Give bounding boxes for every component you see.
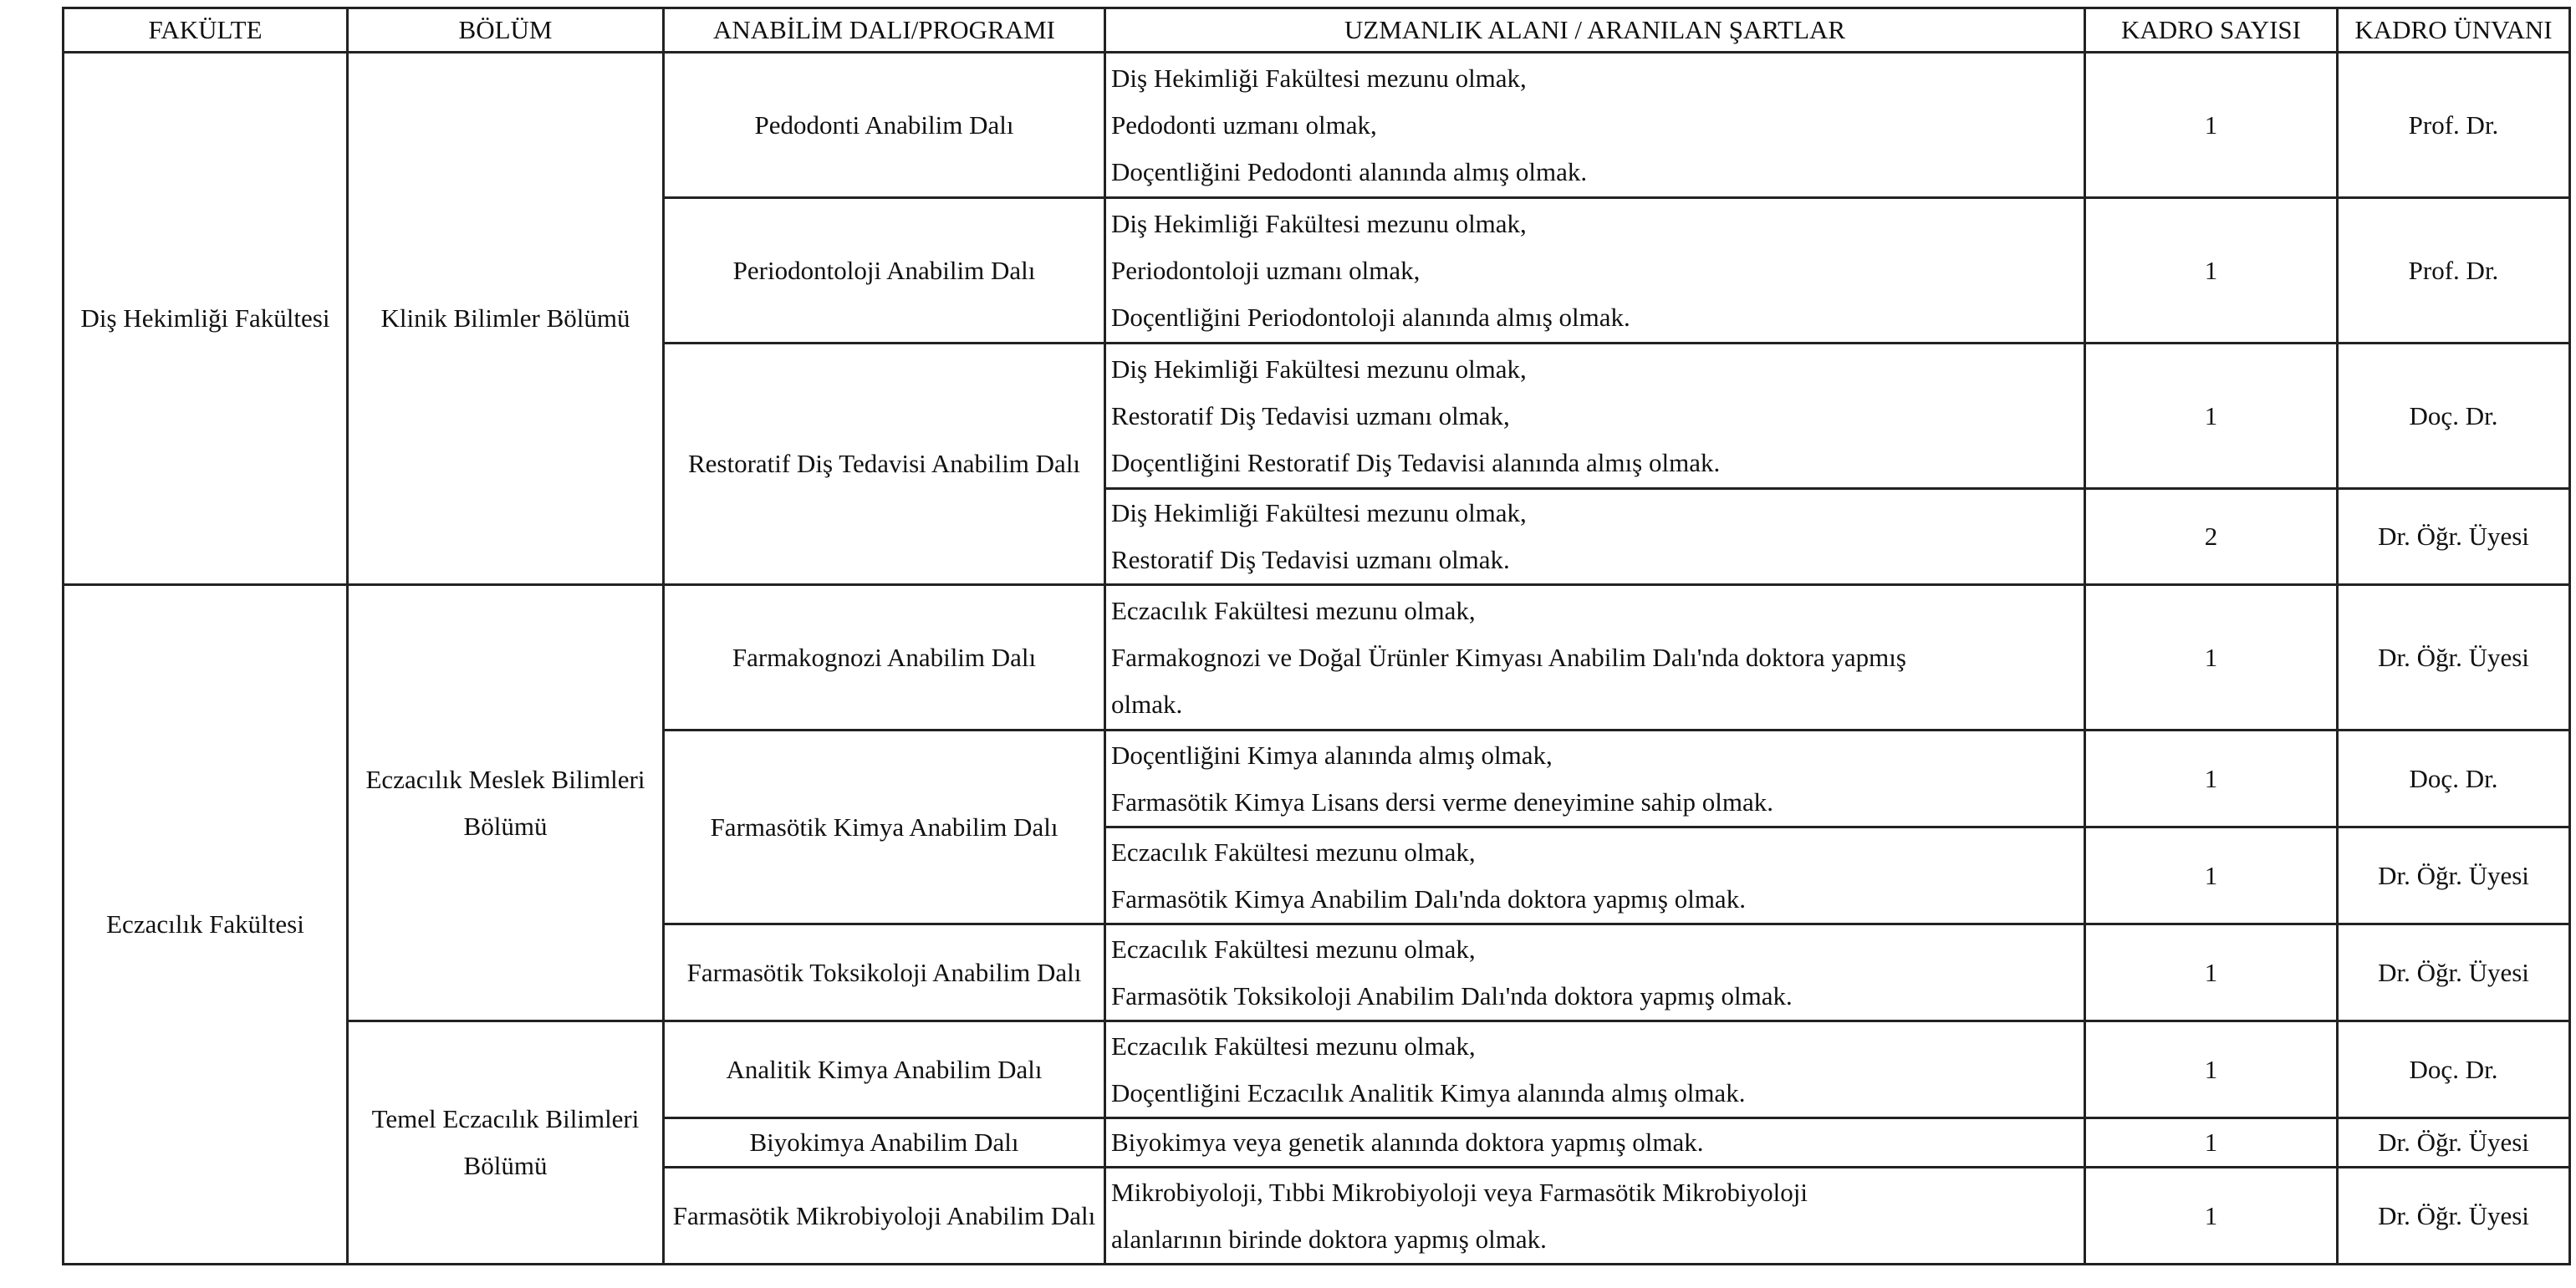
requirements-cell — [1105, 585, 2085, 731]
title-cell: Dr. Öğr. Üyesi — [2338, 489, 2570, 585]
requirement-line: Eczacılık Fakültesi mezunu olmak, — [1111, 595, 1476, 625]
count-cell: 1 — [2085, 1168, 2338, 1265]
title-cell: Dr. Öğr. Üyesi — [2338, 827, 2570, 924]
count-cell: 1 — [2085, 585, 2338, 731]
requirement-line: Diş Hekimliği Fakültesi mezunu olmak, — [1111, 354, 1527, 384]
table-row — [64, 585, 2570, 731]
table-row — [64, 1021, 2570, 1118]
requirements-cell — [1105, 1118, 2085, 1168]
requirement-line: Doçentliğini Kimya alanında almış olmak, — [1111, 740, 1553, 770]
header-kadro-unvani: KADRO ÜNVANI — [2338, 8, 2570, 53]
title-cell: Doç. Dr. — [2338, 731, 2570, 827]
requirement-line: Restoratif Diş Tedavisi uzmanı olmak. — [1111, 545, 1510, 574]
requirement-line: olmak. — [1111, 689, 1183, 719]
requirement-line: Diş Hekimliği Fakültesi mezunu olmak, — [1111, 63, 1527, 93]
faculty-cell: Eczacılık Fakültesi — [64, 585, 348, 1265]
count-cell: 1 — [2085, 53, 2338, 198]
title-cell: Prof. Dr. — [2338, 53, 2570, 198]
program-cell: Pedodonti Anabilim Dalı — [664, 53, 1105, 198]
count-cell: 1 — [2085, 344, 2338, 489]
header-kadro-sayisi: KADRO SAYISI — [2085, 8, 2338, 53]
program-cell: Biyokimya Anabilim Dalı — [664, 1118, 1105, 1168]
requirement-line: Doçentliğini Periodontoloji alanında almış olmak. — [1111, 302, 1630, 332]
title-cell: Dr. Öğr. Üyesi — [2338, 585, 2570, 731]
requirement-line: Diş Hekimliği Fakültesi mezunu olmak, — [1111, 208, 1527, 238]
requirement-line: Doçentliğini Pedodonti alanında almış olmak. — [1111, 156, 1588, 186]
department-cell: Klinik Bilimler Bölümü — [348, 53, 664, 585]
count-cell: 1 — [2085, 924, 2338, 1021]
count-cell: 1 — [2085, 827, 2338, 924]
requirement-line: Periodontoloji uzmanı olmak, — [1111, 255, 1421, 285]
requirement-line: Eczacılık Fakültesi mezunu olmak, — [1111, 934, 1476, 964]
requirements-cell — [1105, 731, 2085, 827]
table-row — [64, 53, 2570, 198]
header-bolum: BÖLÜM — [348, 8, 664, 53]
requirements-cell — [1105, 53, 2085, 198]
requirements-cell — [1105, 344, 2085, 489]
requirement-line: Farmasötik Toksikoloji Anabilim Dalı'nda doktora yapmış olmak. — [1111, 980, 1793, 1011]
header-row — [64, 8, 2570, 53]
title-cell: Prof. Dr. — [2338, 198, 2570, 344]
count-cell: 1 — [2085, 731, 2338, 827]
program-cell: Farmasötik Toksikoloji Anabilim Dalı — [664, 924, 1105, 1021]
requirements-cell — [1105, 827, 2085, 924]
program-cell: Farmasötik Mikrobiyoloji Anabilim Dalı — [664, 1168, 1105, 1265]
requirement-line: Farmakognozi ve Doğal Ürünler Kimyası Anabilim Dalı'nda doktora yapmış — [1111, 642, 1906, 672]
requirements-cell — [1105, 198, 2085, 344]
requirement-line: Eczacılık Fakültesi mezunu olmak, — [1111, 1031, 1476, 1061]
requirements-cell — [1105, 1168, 2085, 1265]
requirement-line: Biyokimya veya genetik alanında doktora yapmış olmak. — [1111, 1128, 1704, 1157]
requirement-line: Farmasötik Kimya Anabilim Dalı'nda doktora yapmış olmak. — [1111, 883, 1746, 914]
header-uzmanlik: UZMANLIK ALANI / ARANILAN ŞARTLAR — [1105, 8, 2085, 53]
requirement-line: Farmasötik Kimya Lisans dersi verme deneyimine sahip olmak. — [1111, 787, 1774, 817]
requirement-line: alanlarının birinde doktora yapmış olmak. — [1111, 1224, 1547, 1254]
requirements-cell — [1105, 489, 2085, 585]
requirement-line: Mikrobiyoloji, Tıbbi Mikrobiyoloji veya Farmasötik Mikrobiyoloji — [1111, 1177, 1808, 1207]
title-cell: Dr. Öğr. Üyesi — [2338, 1168, 2570, 1265]
requirement-line: Doçentliğini Restoratif Diş Tedavisi alanında almış olmak. — [1111, 447, 1721, 477]
title-cell: Dr. Öğr. Üyesi — [2338, 1118, 2570, 1168]
count-cell: 2 — [2085, 489, 2338, 585]
count-cell: 1 — [2085, 1021, 2338, 1118]
kadro-table — [62, 7, 2571, 1265]
department-cell: Temel Eczacılık Bilimleri Bölümü — [348, 1021, 664, 1265]
requirement-line: Pedodonti uzmanı olmak, — [1111, 109, 1377, 140]
requirement-line: Restoratif Diş Tedavisi uzmanı olmak, — [1111, 400, 1510, 430]
requirement-line: Doçentliğini Eczacılık Analitik Kimya alanında almış olmak. — [1111, 1077, 1746, 1107]
program-cell: Periodontoloji Anabilim Dalı — [664, 198, 1105, 344]
count-cell: 1 — [2085, 198, 2338, 344]
department-cell: Eczacılık Meslek Bilimleri Bölümü — [348, 585, 664, 1021]
program-cell: Farmakognozi Anabilim Dalı — [664, 585, 1105, 731]
requirements-cell — [1105, 924, 2085, 1021]
count-cell: 1 — [2085, 1118, 2338, 1168]
header-fakulte: FAKÜLTE — [64, 8, 348, 53]
program-cell: Restoratif Diş Tedavisi Anabilim Dalı — [664, 344, 1105, 585]
header-anabilim: ANABİLİM DALI/PROGRAMI — [664, 8, 1105, 53]
title-cell: Doç. Dr. — [2338, 1021, 2570, 1118]
requirement-line: Diş Hekimliği Fakültesi mezunu olmak, — [1111, 498, 1527, 527]
title-cell: Dr. Öğr. Üyesi — [2338, 924, 2570, 1021]
requirements-cell — [1105, 1021, 2085, 1118]
program-cell: Farmasötik Kimya Anabilim Dalı — [664, 731, 1105, 924]
faculty-cell: Diş Hekimliği Fakültesi — [64, 53, 348, 585]
requirement-line: Eczacılık Fakültesi mezunu olmak, — [1111, 837, 1476, 867]
title-cell: Doç. Dr. — [2338, 344, 2570, 489]
program-cell: Analitik Kimya Anabilim Dalı — [664, 1021, 1105, 1118]
